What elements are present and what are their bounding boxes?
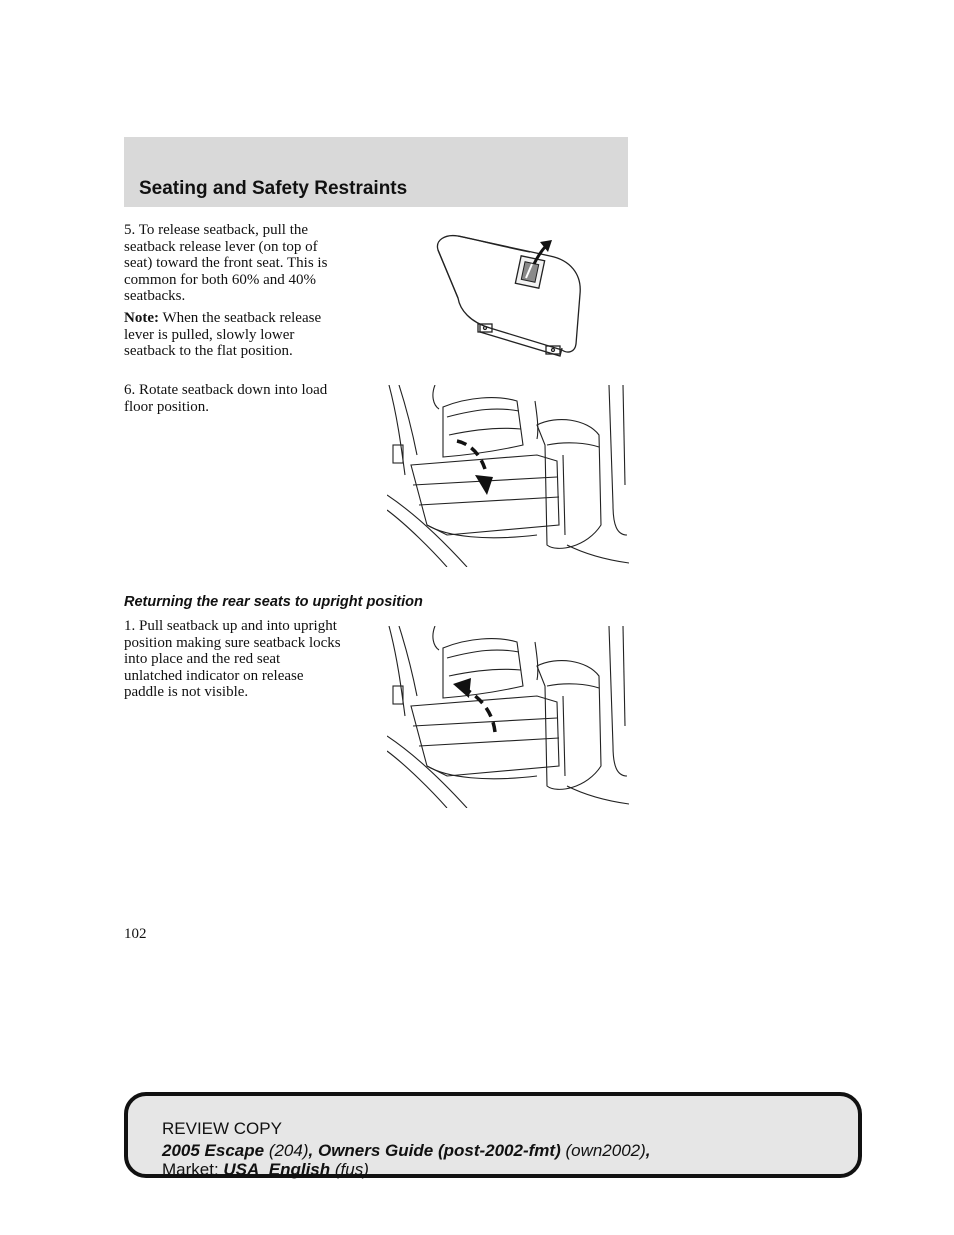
footer-vehicle-code: (204) bbox=[264, 1141, 309, 1160]
footer-vehicle: 2005 Escape bbox=[162, 1141, 265, 1160]
text-line: seatback to the flat position. bbox=[124, 343, 293, 359]
text-line: seatbacks. bbox=[124, 288, 186, 304]
text-line: 1. Pull seatback up and into upright bbox=[124, 618, 337, 634]
note-label: Note: bbox=[124, 310, 159, 326]
step-5-text bbox=[124, 222, 327, 305]
section-subheading: Returning the rear seats to upright position bbox=[124, 594, 423, 610]
text-line: into place and the red seat bbox=[124, 651, 281, 667]
text-line: When the seatback release bbox=[158, 310, 322, 326]
text-line: lever is pulled, slowly lower bbox=[124, 326, 295, 343]
step-5-note bbox=[124, 310, 321, 360]
footer-guide: Owners Guide (post-2002-fmt) bbox=[317, 1141, 561, 1160]
footer-market-info bbox=[162, 1160, 369, 1180]
text-line: unlatched indicator on release bbox=[124, 667, 304, 684]
footer-review-copy: REVIEW COPY bbox=[162, 1119, 282, 1138]
seatback-upright-illustration bbox=[387, 626, 629, 808]
step-6-text bbox=[124, 382, 327, 415]
upright-step-1-text bbox=[124, 618, 341, 701]
text-line: seatback release lever (on top of bbox=[124, 238, 318, 255]
text-line: position making sure seatback locks bbox=[124, 634, 341, 651]
footer-market: USA_English bbox=[223, 1160, 331, 1179]
page-number: 102 bbox=[124, 926, 147, 942]
text-line: 5. To release seatback, pull the bbox=[124, 222, 309, 238]
text-line: floor position. bbox=[124, 398, 209, 415]
footer-document-info bbox=[162, 1141, 651, 1161]
footer-separator: , bbox=[308, 1141, 318, 1160]
seatback-fold-down-illustration bbox=[387, 385, 629, 567]
text-line: seat) toward the front seat. This is bbox=[124, 255, 328, 271]
footer-separator: , bbox=[645, 1141, 651, 1160]
text-line: 6. Rotate seatback down into load bbox=[124, 382, 328, 398]
seatback-release-lever-illustration bbox=[430, 232, 610, 362]
footer-market-code: (fus) bbox=[330, 1160, 369, 1179]
section-title: Seating and Safety Restraints bbox=[139, 178, 408, 199]
text-line: paddle is not visible. bbox=[124, 684, 249, 700]
footer-guide-code: (own2002) bbox=[560, 1141, 646, 1160]
text-line: common for both 60% and 40% bbox=[124, 271, 317, 288]
footer-market-label: Market: bbox=[162, 1160, 224, 1179]
